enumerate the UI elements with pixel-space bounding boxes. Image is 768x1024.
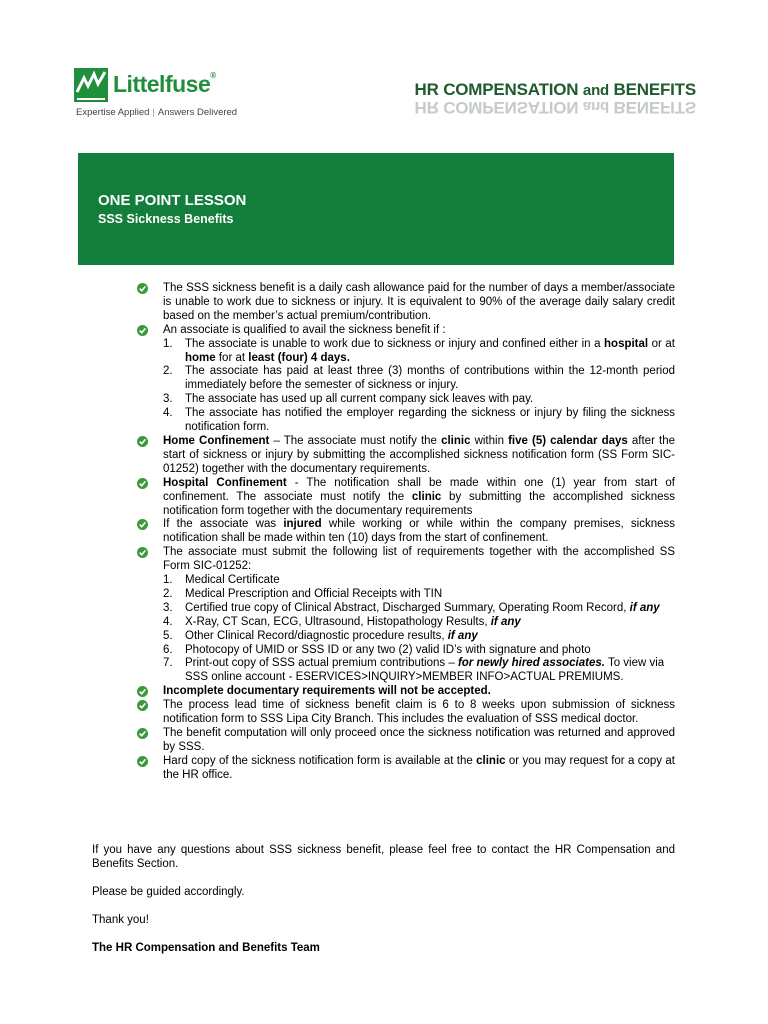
bullet-item: The benefit computation will only proceed once the sickness notification was returned and approved by SSS. (137, 727, 675, 755)
bullet-item: The process lead time of sickness benefit claim is 6 to 8 weeks upon submission of sickness notification form to SSS Lipa City Branch. This includes the evaluation of SSS medical doctor. (137, 699, 675, 727)
numbered-item: 5. Other Clinical Record/diagnostic procedure results, if any (163, 629, 478, 642)
bullet-item: Hospital Confinement - The notification shall be made within one (1) year from start of confinement. The associate must notify the clinic by submitting the accomplished sickness notification form together with the documentary requirements (137, 477, 675, 519)
check-icon (137, 756, 148, 767)
header-reflection: HR COMPENSATION and BENEFITS (414, 98, 696, 117)
check-icon (137, 325, 148, 336)
check-icon (137, 478, 148, 489)
banner-title: ONE POINT LESSON (98, 192, 247, 209)
closing-thanks: Thank you! (92, 913, 149, 926)
closing-paragraph: If you have any questions about SSS sickness benefit, please feel free to contact the HR Compensation and Benefits Section. (92, 844, 675, 870)
numbered-item: 1. The associate is unable to work due to sickness or injury and confined either in a hospital or at home for at least (four) 4 days. (163, 337, 675, 364)
closing-section (92, 844, 675, 970)
numbered-item: 2. Medical Prescription and Official Receipts with TIN (163, 587, 443, 600)
tagline-right: Answers Delivered (157, 107, 238, 118)
bullet-item: Incomplete documentary requirements will not be accepted. (137, 685, 675, 699)
banner-subtitle: SSS Sickness Benefits (98, 212, 234, 226)
bullet-item: Hard copy of the sickness notification form is available at the clinic or you may request for a copy at the HR office. (137, 755, 675, 783)
bullet-item: An associate is qualified to avail the sickness benefit if : (137, 324, 675, 338)
check-icon (137, 700, 148, 711)
tagline-separator: | (152, 107, 155, 118)
tagline-left: Expertise Applied (76, 107, 150, 118)
numbered-item: 3. The associate has used up all current company sick leaves with pay. (163, 393, 534, 406)
bullet-item: If the associate was injured while working or while within the company premises, sickness notification shall be made within ten (10) days from the start of confinement. (137, 518, 675, 546)
closing-guidance: Please be guided accordingly. (92, 885, 245, 898)
check-icon (137, 728, 148, 739)
signature: The HR Compensation and Benefits Team (92, 941, 320, 954)
bullet-item: Home Confinement – The associate must notify the clinic within five (5) calendar days after the start of sickness or injury by submitting the accomplished sickness notification form (SS Form SIC-01252) together with the documentary requirements. (137, 435, 675, 477)
lesson-banner (78, 153, 674, 265)
numbered-item: 2. The associate has paid at least three (3) months of contributions within the 12-month period immediately before the semester of sickness or injury. (163, 365, 675, 392)
numbered-item: 1. Medical Certificate (163, 574, 280, 587)
header-title-and: and (582, 82, 609, 99)
check-icon (137, 519, 148, 530)
logo-registered: ® (210, 71, 216, 80)
littelfuse-logo-icon (74, 68, 108, 102)
bullet-item: The SSS sickness benefit is a daily cash allowance paid for the number of days a member/associate is unable to work due to sickness or injury. It is equivalent to 90% of the average daily salary credit based on the member’s actual premium/contribution. (137, 282, 675, 324)
numbered-item: 6. Photocopy of UMID or SSS ID or any two (2) valid ID’s with signature and photo (163, 643, 591, 656)
header-title-main: HR COMPENSATION (414, 80, 579, 99)
check-icon (137, 436, 148, 447)
header-title-end: BENEFITS (613, 80, 696, 99)
numbered-item: 7. Print-out copy of SSS actual premium contributions – for newly hired associates. To view via SSS online account - ESERVICES>INQUIRY>MEMBER INFO>ACTUAL PREMIUMS. (163, 657, 665, 684)
department-header (415, 80, 696, 115)
bullet-item: The associate must submit the following list of requirements together with the accomplished SS Form SIC-01252: (137, 546, 675, 574)
numbered-item: 4. X-Ray, CT Scan, ECG, Ultrasound, Histopathology Results, if any (163, 615, 521, 628)
lesson-content (137, 282, 675, 783)
numbered-item: 4. The associate has notified the employer regarding the sickness or injury by filing the sickness notification form. (163, 407, 675, 434)
numbered-item: 3. Certified true copy of Clinical Abstract, Discharged Summary, Operating Room Record, if any (163, 601, 660, 614)
check-icon (137, 686, 148, 697)
check-icon (137, 547, 148, 558)
logo-name: Littelfuse (113, 71, 211, 97)
check-icon (137, 283, 148, 294)
